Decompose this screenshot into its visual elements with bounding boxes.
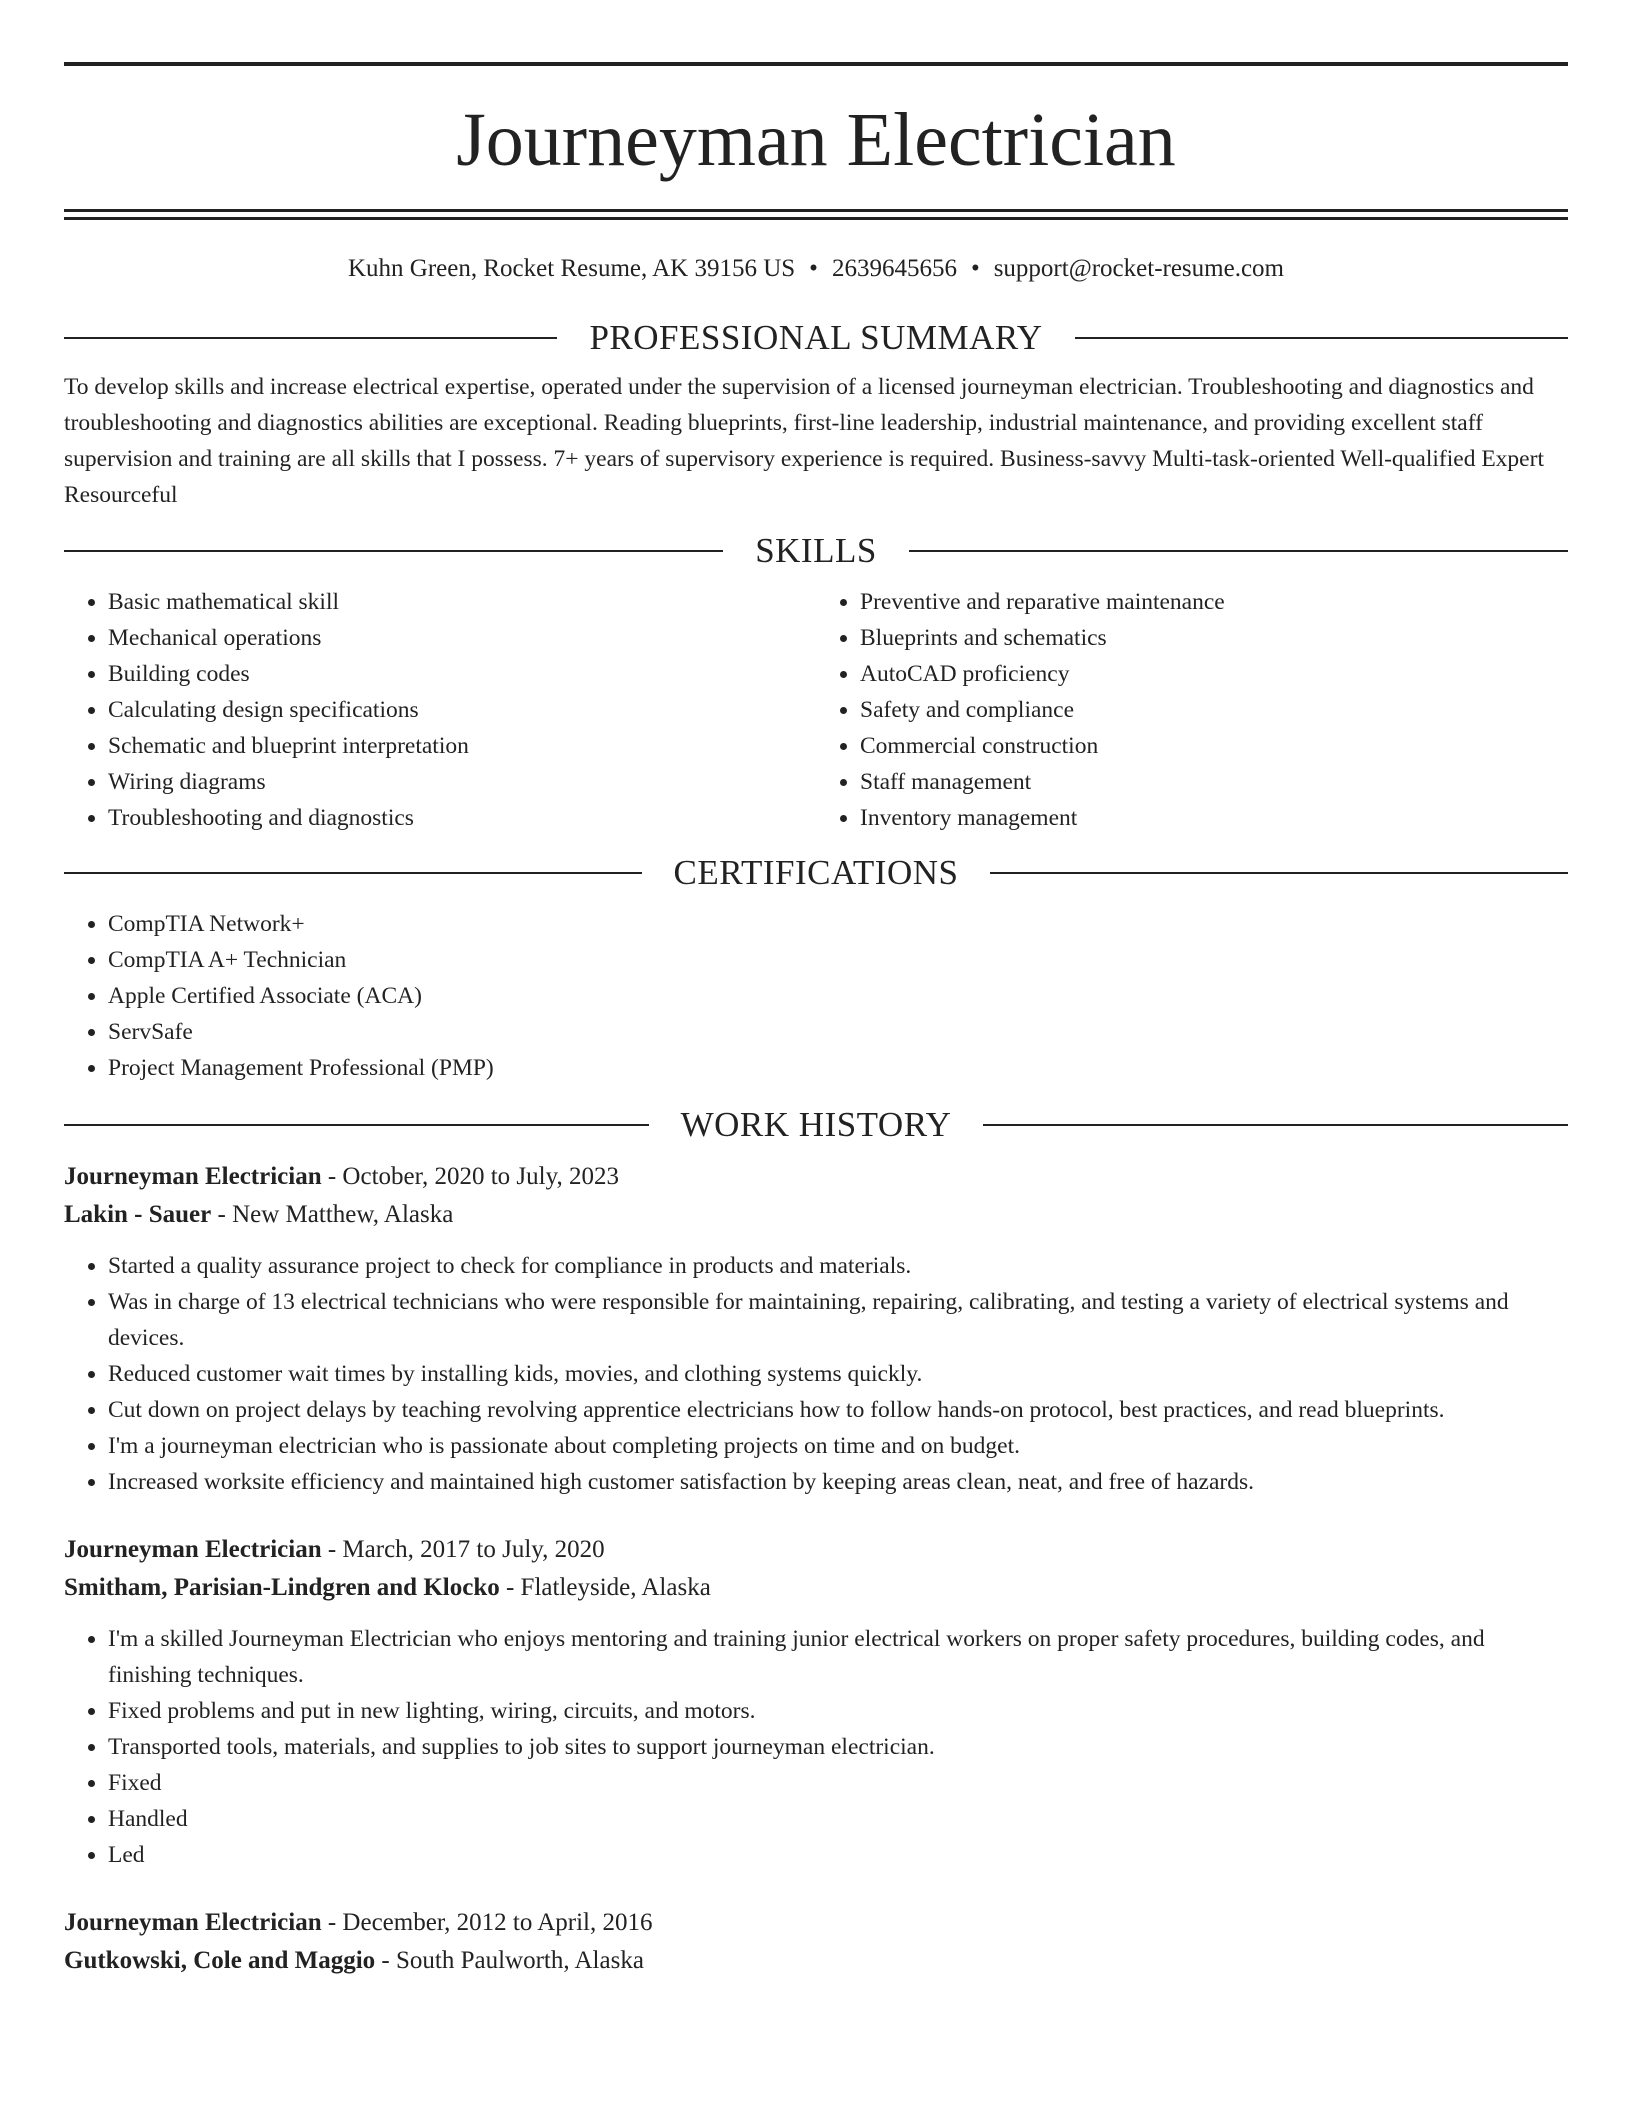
heading-rule-left <box>64 550 723 552</box>
skills-section-heading <box>64 530 1568 572</box>
resume-title: Journeyman Electrician <box>456 98 1176 182</box>
skills-grid <box>64 584 1568 836</box>
heading-rule-right <box>990 872 1568 874</box>
skill-item: • Inventory management <box>860 800 1568 836</box>
skills-heading: SKILLS <box>755 531 877 570</box>
certification-item: • CompTIA A+ Technician <box>108 942 1568 978</box>
job-dates: - March, 2017 to July, 2020 <box>321 1536 605 1563</box>
certification-item: • ServSafe <box>108 1014 1568 1050</box>
job-title-line <box>64 1158 1568 1196</box>
contact-separator: • <box>970 255 980 282</box>
skill-item: • Preventive and reparative maintenance <box>860 584 1568 620</box>
heading-rule-right <box>1075 337 1568 339</box>
heading-rule-left <box>64 337 557 339</box>
skill-item: • Calculating design specifications <box>108 692 816 728</box>
job-entry <box>64 1531 1568 1873</box>
job-title: Journeyman Electrician <box>64 1909 322 1936</box>
job-company-line <box>64 1942 1568 1980</box>
job-dates: - December, 2012 to April, 2016 <box>321 1909 653 1936</box>
heading-rule-right <box>983 1124 1568 1126</box>
skill-item: • Mechanical operations <box>108 620 816 656</box>
job-bullet: • Started a quality assurance project to check for compliance in products and materials. <box>108 1248 1568 1284</box>
work-heading: WORK HISTORY <box>680 1105 952 1144</box>
job-bullets <box>64 1248 1568 1500</box>
skills-list-left <box>64 584 816 836</box>
heading-rule-right <box>909 550 1568 552</box>
summary-section-heading <box>64 317 1568 359</box>
title-double-rule <box>64 209 1568 220</box>
contact-phone: 2639645656 <box>831 255 957 282</box>
heading-rule-left <box>64 1124 649 1126</box>
job-bullet: • Led <box>108 1837 1568 1873</box>
job-title: Journeyman Electrician <box>64 1163 322 1190</box>
job-bullet: • Cut down on project delays by teaching revolving apprentice electricians how to follow hands-on protocol, best practices, and read blueprints. <box>108 1392 1568 1428</box>
job-title: Journeyman Electrician <box>64 1536 322 1563</box>
job-entry <box>64 1904 1568 1980</box>
job-location: - Flatleyside, Alaska <box>499 1574 711 1601</box>
skill-item: • Staff management <box>860 764 1568 800</box>
certification-item: • Apple Certified Associate (ACA) <box>108 978 1568 1014</box>
certification-item: • Project Management Professional (PMP) <box>108 1050 1568 1086</box>
job-bullet: • I'm a skilled Journeyman Electrician who enjoys mentoring and training junior electrical workers on proper safety procedures, building codes, and finishing techniques. <box>108 1621 1568 1693</box>
job-title-line <box>64 1904 1568 1942</box>
job-company: Lakin - Sauer <box>64 1201 212 1228</box>
job-location: - South Paulworth, Alaska <box>375 1947 644 1974</box>
certifications-section-heading <box>64 852 1568 894</box>
skill-item: • Commercial construction <box>860 728 1568 764</box>
job-bullets <box>64 1621 1568 1873</box>
top-rule <box>64 62 1568 66</box>
job-bullet: • Was in charge of 13 electrical technicians who were responsible for maintaining, repairing, calibrating, and testing a variety of electrical systems and devices. <box>108 1284 1568 1356</box>
skills-list-right <box>816 584 1568 836</box>
skill-item: • AutoCAD proficiency <box>860 656 1568 692</box>
job-dates: - October, 2020 to July, 2023 <box>321 1163 619 1190</box>
contact-separator: • <box>809 255 818 282</box>
job-company: Gutkowski, Cole and Maggio <box>64 1947 376 1974</box>
contact-address: Kuhn Green, Rocket Resume, AK 39156 US <box>348 255 796 282</box>
job-bullet: • Increased worksite efficiency and maintained high customer satisfaction by keeping areas clean, neat, and free of hazards. <box>108 1464 1568 1500</box>
skill-item: • Schematic and blueprint interpretation <box>108 728 816 764</box>
job-bullet: • Reduced customer wait times by installing kids, movies, and clothing systems quickly. <box>108 1356 1568 1392</box>
skill-item: • Basic mathematical skill <box>108 584 816 620</box>
job-title-line <box>64 1531 1568 1569</box>
work-section-heading <box>64 1104 1568 1146</box>
summary-text: To develop skills and increase electrical expertise, operated under the supervision of a licensed journeyman electrician. Troubleshooting and diagnostics and troubleshooting and diagnostics abilities are exceptional. Reading blueprints, first-line leadership, industrial maintenance, and providing excellent staff supervision and training are all skills that I possess. 7+ years of supervisory experience is required. Business-savvy Multi-task-oriented Well-qualified Expert Resourceful <box>64 374 1544 508</box>
skill-item: • Wiring diagrams <box>108 764 816 800</box>
certifications-heading: CERTIFICATIONS <box>673 853 959 892</box>
job-bullet: • Fixed problems and put in new lighting, wiring, circuits, and motors. <box>108 1693 1568 1729</box>
summary-heading: PROFESSIONAL SUMMARY <box>589 318 1043 357</box>
job-company-line <box>64 1569 1568 1607</box>
certifications-list <box>64 906 1568 1086</box>
job-company: Smitham, Parisian-Lindgren and Klocko <box>64 1574 500 1601</box>
job-bullet: • Handled <box>108 1801 1568 1837</box>
job-bullet: • I'm a journeyman electrician who is passionate about completing projects on time and on budget. <box>108 1428 1568 1464</box>
job-entry <box>64 1158 1568 1500</box>
contact-line <box>64 254 1568 284</box>
job-bullet: • Fixed <box>108 1765 1568 1801</box>
certification-item: • CompTIA Network+ <box>108 906 1568 942</box>
job-bullet: • Transported tools, materials, and supplies to job sites to support journeyman electrician. <box>108 1729 1568 1765</box>
skill-item: • Troubleshooting and diagnostics <box>108 800 816 836</box>
contact-email: support@rocket-resume.com <box>993 255 1284 282</box>
skill-item: • Building codes <box>108 656 816 692</box>
heading-rule-left <box>64 872 642 874</box>
skill-item: • Blueprints and schematics <box>860 620 1568 656</box>
job-company-line <box>64 1196 1568 1234</box>
job-location: - New Matthew, Alaska <box>211 1201 454 1228</box>
skill-item: • Safety and compliance <box>860 692 1568 728</box>
